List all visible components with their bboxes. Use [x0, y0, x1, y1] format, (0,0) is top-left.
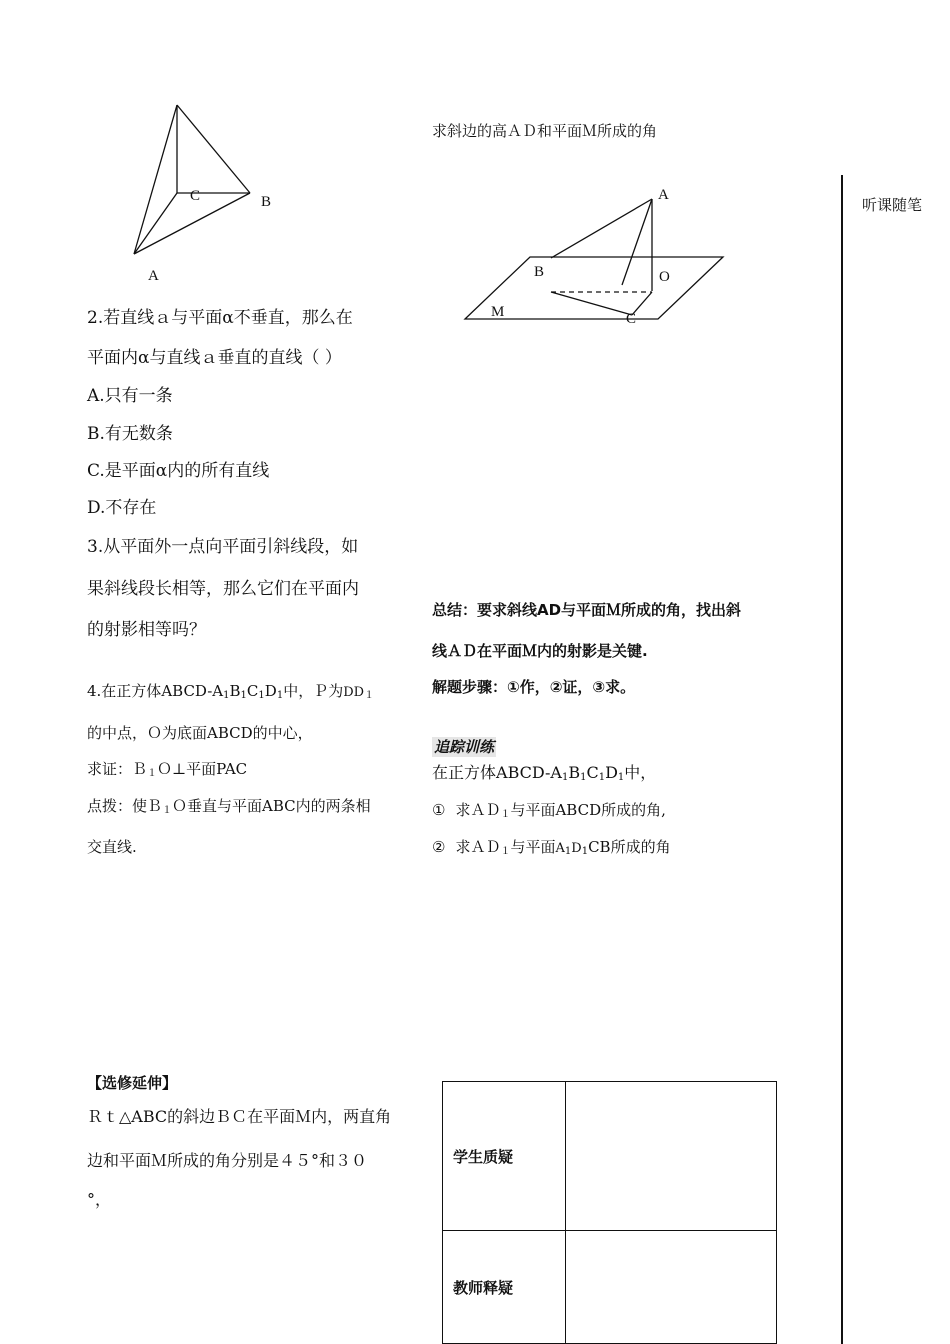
q2-option-c: C.是平面α内的所有直线 [87, 461, 270, 481]
q2-option-d: D.不存在 [87, 498, 157, 518]
edge-top-b [177, 105, 250, 193]
fig2-label-o: O [659, 269, 670, 285]
tracking-item1-sub: １ [500, 809, 511, 820]
q4-line1 [87, 681, 374, 706]
qa-teacher-label-cell [443, 1231, 566, 1344]
summary-steps: 解题步骤：①作，②证，③求。 [432, 678, 636, 696]
fig1-label-a: A [148, 268, 159, 284]
extension-line1: Ｒｔ△ABC的斜边ＢＣ在平面Ｍ内，两直角 [87, 1107, 392, 1126]
tracking-b: B [568, 763, 581, 782]
tracking-s1: 1 [561, 772, 569, 783]
q4-line4-b: Ｏ垂直与平面ABC内的两条相 [172, 797, 371, 815]
tracking-c: C [586, 763, 599, 782]
q2-option-a: A.只有一条 [87, 386, 173, 406]
q4-line3-b: Ｏ⊥平面 [157, 760, 217, 778]
fig2-label-c: C [626, 311, 637, 327]
tracking-line1-c: 中， [624, 763, 657, 782]
q4-line5: 交直线. [87, 838, 137, 856]
tracking-line1-b: ABCD-A [496, 763, 562, 782]
q4-line3 [87, 759, 247, 784]
tracking-s3: 1 [598, 772, 606, 783]
q4-c: C [246, 682, 259, 700]
q4-dd: DD [343, 685, 365, 700]
q2-option-b: B.有无数条 [87, 424, 173, 444]
q4-cube-name: ABCD-A [161, 682, 224, 700]
tracking-item2-d: D [571, 841, 582, 856]
fig2-label-b: B [534, 264, 545, 280]
fig2-caption: 求斜边的高ＡＤ和平面Ｍ所成的角 [432, 122, 658, 140]
q2-line2: 平面内α与直线ａ垂直的直线（ ） [87, 348, 342, 368]
qa-row-teacher [443, 1231, 777, 1344]
q3-line3: 的射影相等吗？ [87, 620, 206, 640]
edge-a-b2 [551, 199, 652, 258]
fig1-label-c: C [190, 188, 201, 204]
qa-teacher-label: 教师释疑 [453, 1278, 514, 1297]
summary-line1: 总结：要求斜线AD与平面Ｍ所成的角，找出斜 [432, 601, 742, 619]
tracking-s4: 1 [617, 772, 625, 783]
extension-line2: 边和平面Ｍ所成的角分别是４５°和３０ [87, 1151, 368, 1170]
tracking-title: 追踪训练 [434, 738, 495, 756]
q4-mid: 中，Ｐ为 [283, 682, 344, 700]
q4-line2: 的中点，Ｏ为底面ABCD的中心， [87, 724, 313, 742]
figure-plane [465, 199, 723, 319]
tracking-item2-s1: 1 [564, 846, 572, 857]
tracking-s2: 1 [580, 772, 587, 783]
sidebar-label: 听课随笔 [862, 196, 923, 214]
qa-teacher-answer-cell[interactable] [566, 1231, 777, 1344]
tracking-item2-s2: 1 [581, 846, 589, 857]
q4-line3-c: PAC [216, 760, 248, 778]
fig2-label-m: M [491, 304, 505, 320]
q4-line4-a: 点拨：使Ｂ [87, 797, 163, 815]
fig2-label-a: A [658, 187, 669, 203]
tracking-item2-e: CB所成的角 [588, 838, 671, 856]
q4-sub1: 1 [223, 690, 230, 701]
edge-c-a [134, 193, 177, 254]
q4-line3-a: 求证：Ｂ [87, 760, 148, 778]
q3-line1: 3.从平面外一点向平面引斜线段，如 [87, 537, 359, 557]
qa-student-label: 学生质疑 [453, 1147, 514, 1166]
extension-line3: °， [87, 1190, 112, 1209]
q4-prefix: 4.在正方体 [87, 682, 162, 700]
tracking-item2-num: ② [432, 838, 446, 856]
q4-b: B [229, 682, 241, 700]
q4-line4 [87, 796, 371, 821]
qa-row-student [443, 1082, 777, 1231]
tracking-d: D [605, 763, 618, 782]
sidebar-divider [841, 175, 843, 1344]
qa-table [442, 1081, 777, 1344]
tracking-line1-a: 在正方体 [432, 763, 497, 782]
q4-line3-sub: １ [147, 768, 158, 779]
qa-student-label-cell [443, 1082, 566, 1231]
fig1-label-b: B [261, 194, 272, 210]
q4-d: D [264, 682, 277, 700]
q3-line2: 果斜线段长相等，那么它们在平面内 [87, 579, 359, 599]
q4-dd-sub: １ [364, 690, 375, 701]
edge-a-d [622, 199, 652, 285]
tracking-item1-b: 与平面ABCD所成的角, [510, 801, 666, 819]
tracking-line1 [432, 763, 656, 788]
tracking-item2-a: 求ＡＤ [455, 838, 501, 856]
summary-line2: 线ＡＤ在平面Ｍ内的射影是关键. [432, 642, 648, 660]
tracking-item1 [432, 800, 666, 825]
qa-student-answer-cell[interactable] [566, 1082, 777, 1231]
tracking-item2-sub: １ [500, 846, 511, 857]
edge-top-a [134, 105, 177, 254]
tracking-item2-c: A [555, 841, 565, 856]
q4-sub4: 1 [276, 690, 284, 701]
q4-line4-sub: １ [162, 805, 173, 816]
q4-sub2: 1 [240, 690, 247, 701]
q4-sub3: 1 [258, 690, 265, 701]
tracking-item2 [432, 837, 671, 862]
tracking-item1-num: ① [432, 801, 446, 819]
extension-title: 【选修延伸】 [87, 1074, 178, 1092]
tracking-item1-a: 求ＡＤ [455, 801, 501, 819]
q2-line1: 2.若直线ａ与平面α不垂直，那么在 [87, 308, 353, 328]
edge-b-c [551, 292, 632, 315]
tracking-item2-b: 与平面 [510, 838, 556, 856]
